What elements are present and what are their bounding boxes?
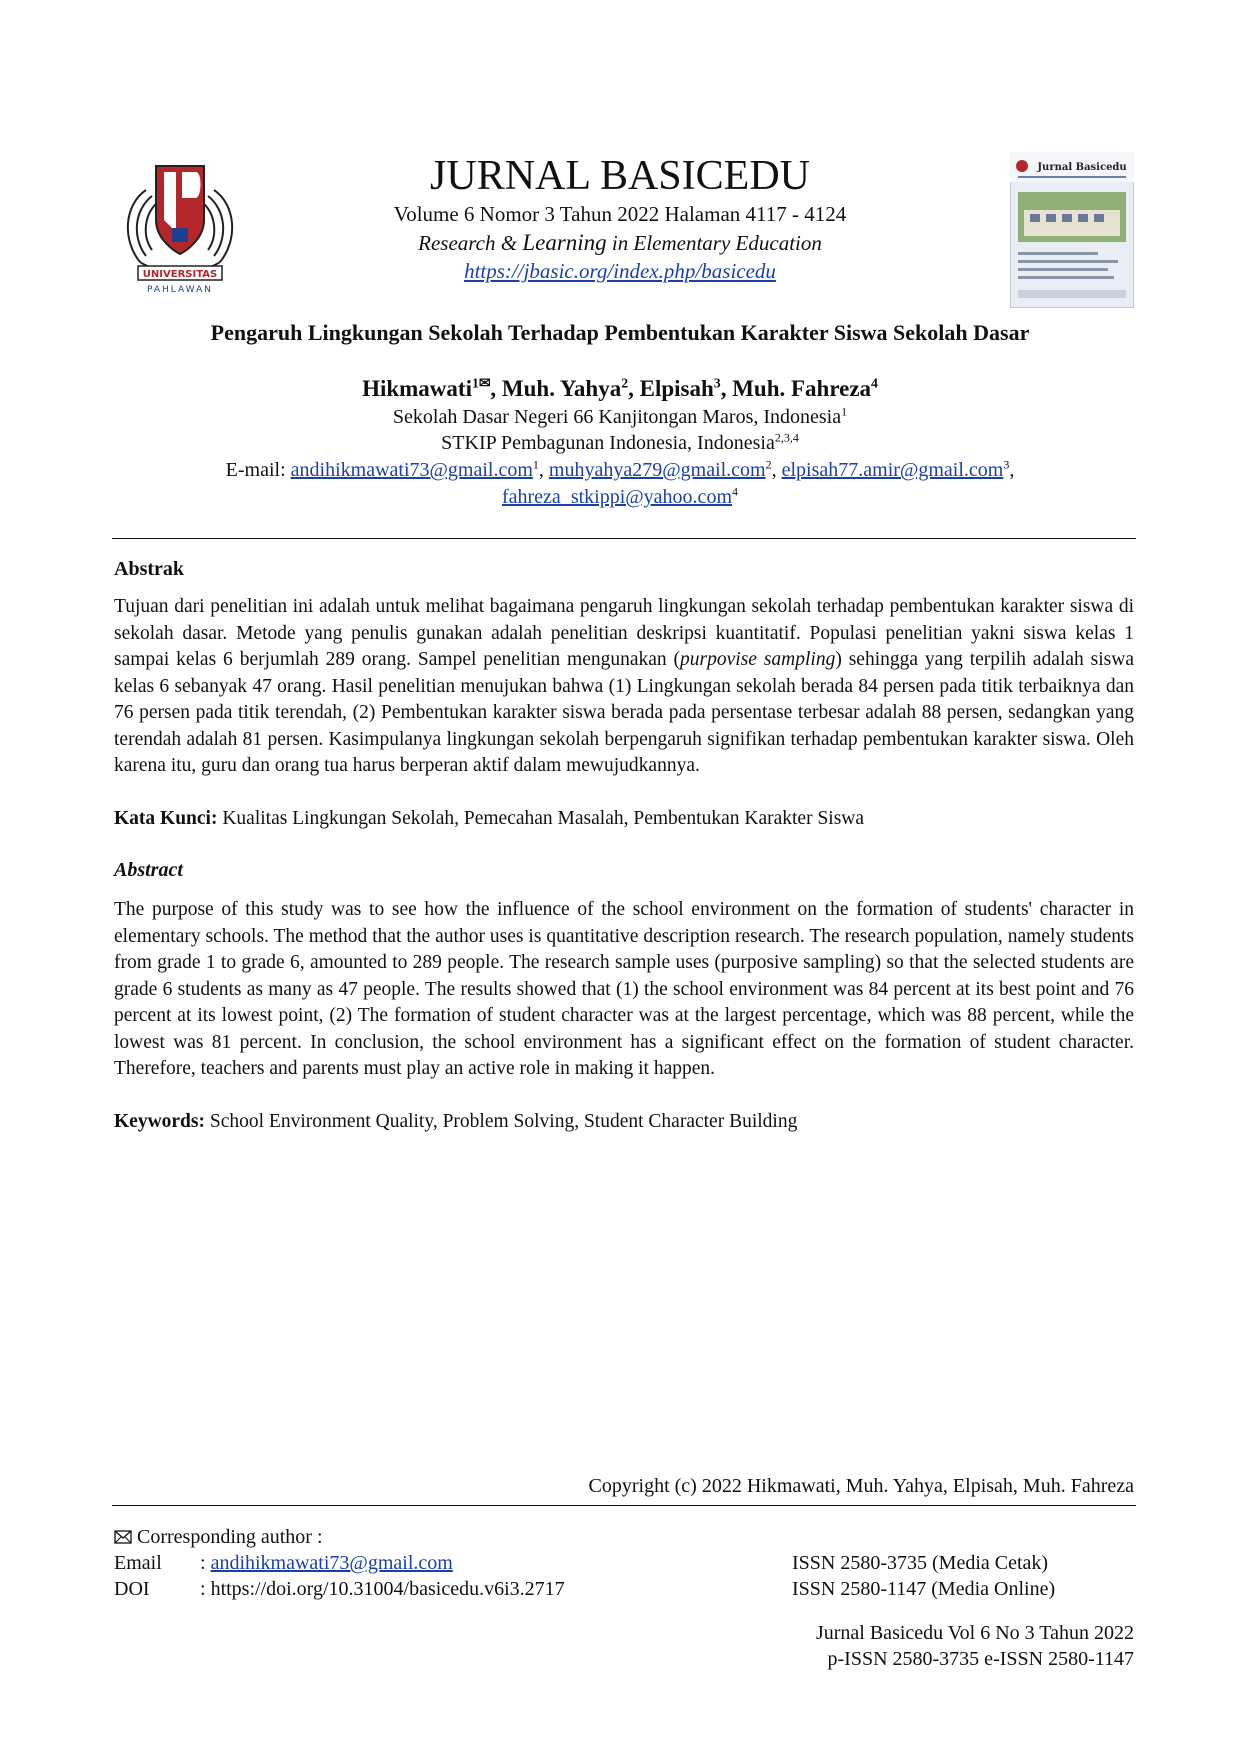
- footer-doi-row: : https://doi.org/10.31004/basicedu.v6i3.2717: [200, 1578, 565, 1600]
- issn-print: ISSN 2580-3735 (Media Cetak): [792, 1552, 1049, 1574]
- journal-url-link[interactable]: https://jbasic.org/index.php/basicedu: [464, 259, 776, 283]
- email-link-4[interactable]: fahreza_stkippi@yahoo.com: [501, 486, 732, 508]
- footer-email-row: : andihikmawati73@gmail.com: [200, 1552, 453, 1574]
- author-list: Hikmawati$^{1✉}$, Muh. Yahya$^2$, Elpisah$^3$, Muh. Fahreza$^4$: [362, 375, 878, 401]
- affiliation-2: STKIP Pembagunan Indonesia, Indonesia$^{2,3,4}$: [441, 430, 799, 454]
- envelope-icon: [114, 1526, 132, 1548]
- footer-email-link[interactable]: andihikmawati73@gmail.com: [210, 1552, 453, 1574]
- doi-value[interactable]: https://doi.org/10.31004/basicedu.v6i3.2717: [210, 1578, 565, 1600]
- abstrak-heading: Abstrak: [114, 558, 185, 580]
- svg-text:UNIVERSITAS: UNIVERSITAS: [142, 269, 218, 280]
- email-link-2[interactable]: muhyahya279@gmail.com: [548, 459, 766, 481]
- svg-text:Jurnal Basicedu: Jurnal Basicedu: [1037, 162, 1127, 173]
- journal-title: JURNAL BASICEDU: [430, 153, 810, 199]
- email-list: E-mail: andihikmawati73@gmail.com$^1$, muhyahya279@gmail.com$^2$, elpisah77.amir@gmail.com$^3$,: [225, 457, 1015, 481]
- abstrak-text: Tujuan dari penelitian ini adalah untuk melihat bagaimana pengaruh lingkungan sekolah terhadap pembentukan karakter siswa di sekolah dasar. Metode yang penulis gunakan adalah penelitian deskripsi kuantitatif. Populasi penelitian yakni siswa kelas 1 sampai kelas 6 berjumlah 289 orang. Sampel penelitian mengunakan (purpovise sampling) sehingga yang terpilih adalah siswa kelas 6 sebanyak 47 orang. Hasil penelitian menujukan bahwa (1) Lingkungan sekolah berada 84 persen pada titik terbaiknya dan 76 persen pada titik terendah, (2) Pembentukan karakter siswa berada pada persentase terbesar adalah 88 persen, sedangkan yang terendah adalah 81 persen. Kasimpulanya lingkungan sekolah berpengaruh signifikan terhadap pembentukan karakter siswa. Oleh karena itu, guru dan orang tua harus berperan aktif dalam mewujudkannya.: [114, 596, 1134, 776]
- email-list-continued: fahreza_stkippi@yahoo.com$^4$: [501, 484, 738, 508]
- header-divider: [112, 538, 1136, 539]
- journal-reference-2: p-ISSN 2580-3735 e-ISSN 2580-1147: [827, 1648, 1134, 1670]
- journal-tagline: Research & Learning in Elementary Education: [418, 230, 822, 255]
- email-link-1[interactable]: andihikmawati73@gmail.com: [290, 459, 533, 481]
- volume-line: Volume 6 Nomor 3 Tahun 2022 Halaman 4117 - 4124: [393, 202, 847, 226]
- abstract-text: The purpose of this study was to see how the influence of the school environment on the formation of students' character in elementary schools. The method that the author uses is quantitative description research. The research population, namely students from grade 1 to grade 6, amounted to 289 people. The research sample uses (purposive sampling) so that the selected students are grade 6 students as many as 47 people. The results showed that (1) the school environment was 84 percent at its best point and 76 percent at its lowest point, (2) The formation of student character was at the largest percentage, which was 88 percent, while the lowest was 81 percent. In conclusion, the school environment has a significant effect on the formation of student character. Therefore, teachers and parents must play an active role in making it happen.: [114, 899, 1134, 1079]
- corresponding-author-label: Corresponding author :: [114, 1524, 323, 1550]
- abstract-heading: Abstract: [114, 859, 183, 881]
- paper-title: Pengaruh Lingkungan Sekolah Terhadap Pembentukan Karakter Siswa Sekolah Dasar: [210, 320, 1030, 345]
- issn-online: ISSN 2580-1147 (Media Online): [792, 1578, 1056, 1600]
- journal-url-row: [0, 257, 1240, 285]
- abstrak-keywords: Kata Kunci: Kualitas Lingkungan Sekolah, Pemecahan Masalah, Pembentukan Karakter Siswa: [114, 808, 865, 829]
- svg-text:PAHLAWAN: PAHLAWAN: [147, 285, 213, 295]
- footer-doi-key: DOI: [114, 1578, 150, 1600]
- footer-email-key: Email: [114, 1552, 162, 1574]
- footer-divider: [112, 1505, 1136, 1506]
- copyright-line: Copyright (c) 2022 Hikmawati, Muh. Yahya, Elpisah, Muh. Fahreza: [588, 1475, 1134, 1497]
- email-link-3[interactable]: elpisah77.amir@gmail.com: [781, 459, 1004, 481]
- affiliation-1: Sekolah Dasar Negeri 66 Kanjitongan Maros, Indonesia$^1$: [392, 404, 848, 428]
- abstract-keywords: Keywords: School Environment Quality, Problem Solving, Student Character Building: [114, 1111, 798, 1132]
- journal-reference-1: Jurnal Basicedu Vol 6 No 3 Tahun 2022: [815, 1622, 1134, 1644]
